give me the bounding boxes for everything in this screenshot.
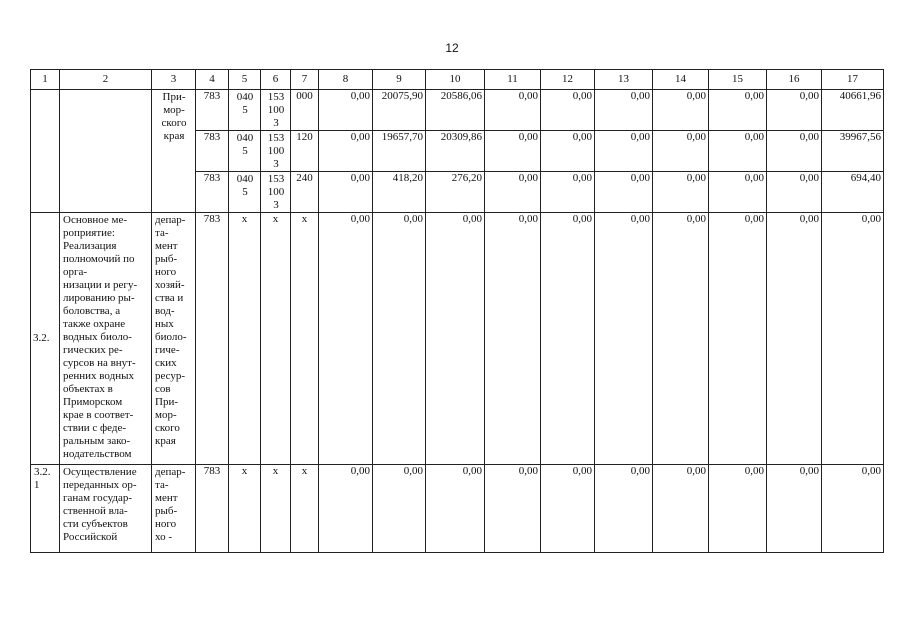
row-number-cell <box>31 90 60 213</box>
value-cell: 0,00 <box>485 213 541 465</box>
section-cell: 040 5 <box>229 90 261 131</box>
value-cell: 0,00 <box>485 90 541 131</box>
value-cell: 0,00 <box>595 172 653 213</box>
value-cell: 0,00 <box>426 213 485 465</box>
header-cell: 15 <box>709 70 767 90</box>
article-cell: 153 100 3 <box>261 131 291 172</box>
type-cell: x <box>291 213 319 465</box>
code-cell: 783 <box>196 90 229 131</box>
value-cell: 39967,56 <box>822 131 884 172</box>
code-cell: 783 <box>196 172 229 213</box>
value-cell: 0,00 <box>709 131 767 172</box>
value-cell: 0,00 <box>709 213 767 465</box>
article-cell: x <box>261 465 291 553</box>
responsible-cell: При- мор- ского края <box>152 90 196 213</box>
value-cell: 0,00 <box>653 465 709 553</box>
value-cell: 418,20 <box>373 172 426 213</box>
value-cell: 0,00 <box>373 465 426 553</box>
description-cell <box>60 90 152 213</box>
description-cell: Основное ме- роприятие: Реализация полномочий по орга- низации и регу- лированию ры- боловства, а также охране водных биоло- гических ре- сурсов на внут- ренних водных объектах в Приморском крае в соответ- ствии с феде- ральным зако- нодательством <box>60 213 152 465</box>
value-cell: 0,00 <box>595 465 653 553</box>
value-cell: 0,00 <box>767 172 822 213</box>
article-cell: x <box>261 213 291 465</box>
type-cell: 240 <box>291 172 319 213</box>
value-cell: 0,00 <box>485 172 541 213</box>
value-cell: 0,00 <box>541 465 595 553</box>
header-cell: 7 <box>291 70 319 90</box>
value-cell: 0,00 <box>485 465 541 553</box>
value-cell: 0,00 <box>426 465 485 553</box>
value-cell: 20075,90 <box>373 90 426 131</box>
header-cell: 3 <box>152 70 196 90</box>
code-cell: 783 <box>196 465 229 553</box>
header-cell: 1 <box>31 70 60 90</box>
type-cell: 000 <box>291 90 319 131</box>
value-cell: 0,00 <box>709 465 767 553</box>
value-cell: 0,00 <box>595 90 653 131</box>
article-cell: 153 100 3 <box>261 172 291 213</box>
value-cell: 0,00 <box>653 131 709 172</box>
value-cell: 694,40 <box>822 172 884 213</box>
type-cell: x <box>291 465 319 553</box>
value-cell: 0,00 <box>767 131 822 172</box>
header-cell: 9 <box>373 70 426 90</box>
value-cell: 0,00 <box>319 172 373 213</box>
value-cell: 0,00 <box>595 131 653 172</box>
value-cell: 0,00 <box>822 465 884 553</box>
header-cell: 17 <box>822 70 884 90</box>
responsible-cell: депар- та- мент рыб- ного хозяй- ства и вод- ных биоло- гиче- ских ресур- сов При- мор- ского края <box>152 213 196 465</box>
value-cell: 0,00 <box>319 131 373 172</box>
value-cell: 19657,70 <box>373 131 426 172</box>
budget-table <box>30 69 884 553</box>
value-cell: 0,00 <box>653 172 709 213</box>
section-cell: 040 5 <box>229 131 261 172</box>
header-cell: 10 <box>426 70 485 90</box>
value-cell: 40661,96 <box>822 90 884 131</box>
header-cell: 8 <box>319 70 373 90</box>
value-cell: 276,20 <box>426 172 485 213</box>
header-cell: 13 <box>595 70 653 90</box>
value-cell: 0,00 <box>767 465 822 553</box>
value-cell: 0,00 <box>541 90 595 131</box>
responsible-cell: депар- та- мент рыб- ного хо - <box>152 465 196 553</box>
section-cell: x <box>229 213 261 465</box>
table-row <box>31 90 884 131</box>
value-cell: 0,00 <box>595 213 653 465</box>
value-cell: 0,00 <box>767 90 822 131</box>
value-cell: 20586,06 <box>426 90 485 131</box>
header-cell: 12 <box>541 70 595 90</box>
header-row <box>31 70 884 90</box>
value-cell: 0,00 <box>541 172 595 213</box>
page-number: 12 <box>445 41 459 55</box>
header-cell: 5 <box>229 70 261 90</box>
value-cell: 0,00 <box>319 90 373 131</box>
article-cell: 153 100 3 <box>261 90 291 131</box>
header-cell: 11 <box>485 70 541 90</box>
header-cell: 16 <box>767 70 822 90</box>
value-cell: 0,00 <box>709 172 767 213</box>
description-cell: Осуществление переданных ор- ганам государ- ственной вла- сти субъектов Российской <box>60 465 152 553</box>
value-cell: 0,00 <box>822 213 884 465</box>
value-cell: 0,00 <box>319 213 373 465</box>
table-row <box>31 213 884 465</box>
value-cell: 0,00 <box>319 465 373 553</box>
value-cell: 0,00 <box>485 131 541 172</box>
value-cell: 0,00 <box>709 90 767 131</box>
value-cell: 0,00 <box>541 213 595 465</box>
value-cell: 0,00 <box>767 213 822 465</box>
table-row <box>31 465 884 553</box>
code-cell: 783 <box>196 131 229 172</box>
section-cell: 040 5 <box>229 172 261 213</box>
row-number-cell: 3.2. <box>31 213 60 465</box>
header-cell: 14 <box>653 70 709 90</box>
row-number-cell: 3.2. 1 <box>31 465 60 553</box>
value-cell: 20309,86 <box>426 131 485 172</box>
value-cell: 0,00 <box>653 90 709 131</box>
header-cell: 4 <box>196 70 229 90</box>
value-cell: 0,00 <box>541 131 595 172</box>
header-cell: 6 <box>261 70 291 90</box>
code-cell: 783 <box>196 213 229 465</box>
value-cell: 0,00 <box>373 213 426 465</box>
section-cell: x <box>229 465 261 553</box>
header-cell: 2 <box>60 70 152 90</box>
value-cell: 0,00 <box>653 213 709 465</box>
type-cell: 120 <box>291 131 319 172</box>
